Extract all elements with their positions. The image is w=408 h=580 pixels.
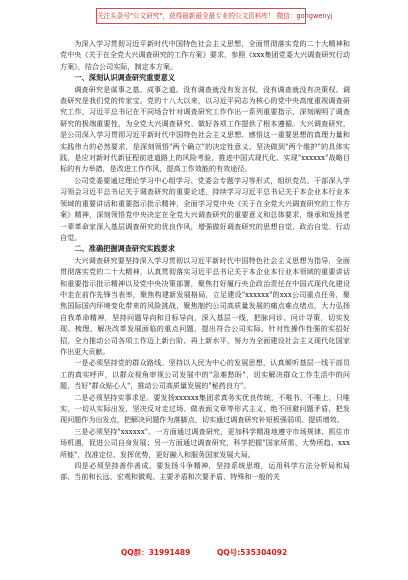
intro-paragraph: 为深入学习贯彻习近平新时代中国特色社会主义思想，全面贯彻落实党的二十大精神和党中央《关于在全党大兴调查研究的工作方案》要求，参照《xxx集团党委大兴调查研究行动方案》，结合公司实际，制定本方案。 xyxy=(60,39,350,71)
qq-number: QQ号:535304092 xyxy=(216,548,288,557)
promo-banner: 关注头条号"公文研究"，获得最新最全最专业的公文资料库！ 微信：gongwenyj xyxy=(96,8,306,24)
paragraph: 三是必须坚持"xxxxxx"。一方面通过调查研究，更加科学精准地遵守市场规律、抓住市场机遇，促进公司自身发展；另一方面通过调查研究，科学把握"国家所需、大势所趋、xxx所能"，找准定位、发挥优势，更好融入和服务国家发展大局。 xyxy=(60,426,350,459)
section-heading: 二、准确把握调查研究实践要求 xyxy=(74,244,176,254)
paragraph: 大兴调查研究要坚持深入学习贯彻以习近平新时代中国特色社会主义思想为指导，全面贯彻落实党的二十大精神，认真贯彻落实习近平总书记关于本企业本行业本领域的重要讲话和重要指示批示精神以及党中央决策部署，聚焦打好履行央企政治责任在中国式现代化建设中走在前作先锋当表率，聚焦构建新发展格局，立足建设"xxxxxx"的xxx公司重点任务，聚焦国际国内环境变化带来的风险挑战，聚焦制约公司高质量发展的痛点难点堵点，大力弘扬自我革命精神，坚持问题导向和目标导向，深入基层一线，把脉问诊、问计寻策，切实发现、梳理、解决改革发展面临的重点问题，提出符合公司实际、针对性操作性强的实招好招，全力推动公司各项工作迈上新台阶、再上新水平，努力为全面建设社会主义现代化国家作出更大贡献。 xyxy=(60,255,350,356)
paragraph: 公司党委要通过理论学习中心组学习、党委会专题学习等形式，组织党员、干部深入学习领会习近平总书记关于调查研究的重要论述，持续学习习近平总书记关于本企业本行业本领域的重要讲话和重要指示批示精神，全面学习党中央《关于在全党大兴调查研究的工作方案》精神，深刻领悟党中央决定在全党大兴调查研究的重要意义和总体要求，继承和发扬老一辈革命家深入基层调查研究的优良作风，增强做好调查研究的思想自觉、政治自觉、行动自觉。 xyxy=(60,175,350,242)
paragraph: 调查研究是谋事之基、成事之道。没有调查就没有发言权，没有调查就没有决策权。调查研究是我们党的传家宝。党的十八大以来，以习近平同志为核心的党中央高度重视调查研究工作，习近平总书记在不同场合针对调查研究工作作出一系列重要指示，深刻阐明了调查研究的极端重要性，为全党大兴调查研究、做好各项工作提供了根本遵循。大兴调查研究，是公司深入学习贯彻习近平新时代中国特色社会主义思想、感悟这一重要思想的真理力量和实践伟力的必然要求，是深刻领悟"两个确立"的决定性意义、坚决做到"两个维护"的具体实践，是应对新时代新征程前进道路上的风险考验，推进中国式现代化、实现"xxxxxx"战略目标的有力举措，是改进工作作风，提高工作效能的有效途径。 xyxy=(60,84,350,174)
footer-contact xyxy=(0,547,408,558)
paragraph: 四是必须坚持善作善成。要发扬斗争精神，坚持系统思维，运用科学方法分析局和局部、当前和长远、宏观和微观、主要矛盾和次要矛盾、特殊和一般的关 xyxy=(60,461,350,482)
paragraph: 一是必须坚持党的群众路线。坚持以人民为中心的发展思想，认真倾听基层一线干部员工的真实呼声，以群众视角审视公司发展中的"急难愁盼"，切实解决群众工作生活中的问题，当好"群众贴心人"，推动公司高质量发展的"秘药良方"。 xyxy=(60,358,350,391)
document-body xyxy=(60,38,350,483)
paragraph: 二是必须坚持实事求是。要发扬xxxxxx集团求真务实优良传统，不唯书、不唯上、只唯实，一切从实际出发，坚决反对走过场、做表面文章等形式主义，绝不回避问题矛盾，把发现问题作为出发点，把解决问题作为落脚点，切实通过调查研究补短板强弱项、提质增效。 xyxy=(60,392,350,425)
section-heading: 一、深刻认识调查研究重要意义 xyxy=(74,73,176,83)
qq-group: QQ群：31991489 xyxy=(120,548,191,557)
